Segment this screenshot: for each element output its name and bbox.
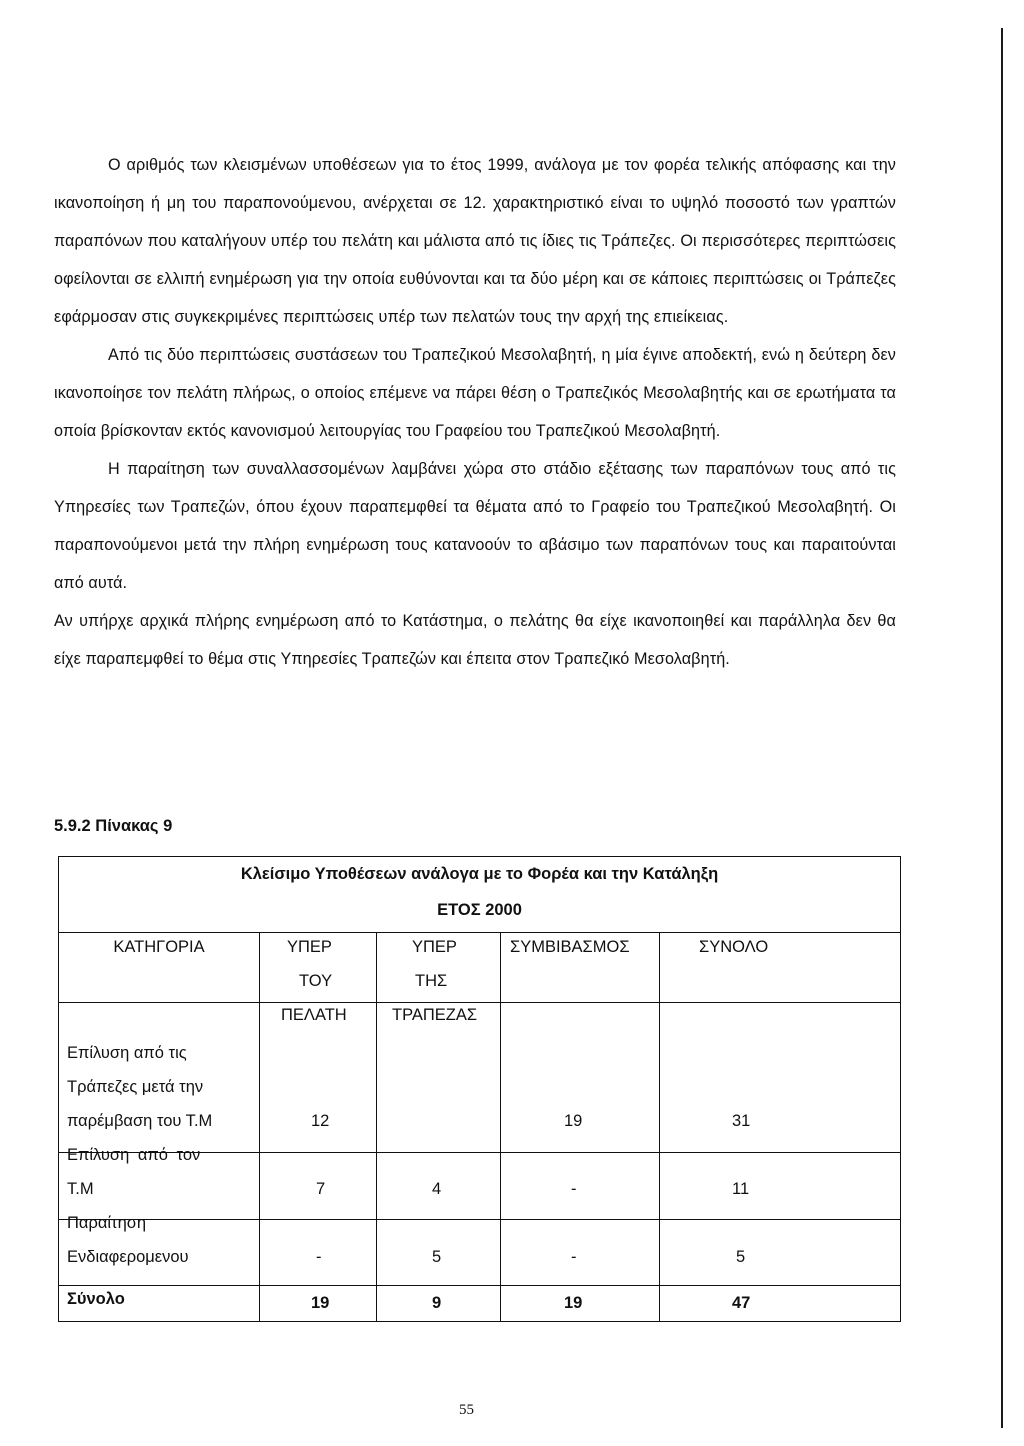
column-divider bbox=[659, 932, 660, 1321]
total-settlement: 19 bbox=[564, 1294, 583, 1312]
row2-label-line2: Τ.Μ bbox=[67, 1180, 94, 1198]
paragraph-1: Ο αριθμός των κλεισμένων υποθέσεων για το έτος 1999, ανάλογα με τον φορέα τελικής απόφασης και την ικανοποίηση ή μη του παραπονούμενου, ανέρχεται σε 12. χαρακτηριστικό είναι το υψηλό ποσοστό των γραπτών παραπόνων που καταλήγουν υπέρ του πελάτη και μάλιστα από τις ίδιες τις Τράπεζες. Οι περισσότερες περιπτώσεις οφείλονται σε ελλιπή ενημέρωση για την οποία ευθύνονται και τα δύο μέρη και σε κάποιες περιπτώσεις οι Τράπεζες εφάρμοσαν στις συγκεκριμένες περιπτώσεις υπέρ των πελατών τους την αρχή της επιείκειας. bbox=[54, 156, 896, 326]
paragraph-3: Η παραίτηση των συναλλασσομένων λαμβάνει χώρα στο στάδιο εξέτασης των παραπόνων τους από τις Υπηρεσίες των Τραπεζών, όπου έχουν παραπεμφθεί τα θέματα από το Γραφείο του Τραπεζικού Μεσολαβητή. Οι παραπονούμενοι μετά την πλήρη ενημέρωση τους κατανοούν το αβάσιμο των παραπόνων τους και παραιτούνται από αυτά. bbox=[54, 460, 896, 592]
column-divider bbox=[259, 932, 260, 1321]
cases-table bbox=[58, 856, 901, 1322]
header-bank-line1: ΥΠΕΡ bbox=[412, 938, 457, 956]
row3-total: 5 bbox=[736, 1248, 746, 1266]
total-client: 19 bbox=[311, 1294, 330, 1312]
header-bank-line2: ΤΗΣ bbox=[415, 972, 448, 990]
row1-label-line1: Επίλυση από τις bbox=[67, 1044, 187, 1062]
row1-client: 12 bbox=[311, 1112, 330, 1130]
row3-label-line2: Ενδιαφερομενου bbox=[67, 1248, 189, 1266]
row3-settlement: - bbox=[571, 1248, 577, 1266]
row1-total: 31 bbox=[732, 1112, 751, 1130]
header-client-line3: ΠΕΛΑΤΗ bbox=[281, 1006, 347, 1024]
column-divider bbox=[376, 932, 377, 1321]
column-divider bbox=[500, 932, 501, 1321]
header-category: ΚΑΤΗΓΟΡΙΑ bbox=[113, 938, 205, 956]
header-settlement: ΣΥΜΒΙΒΑΣΜΟΣ bbox=[510, 938, 630, 956]
body-text bbox=[54, 146, 896, 678]
row1-label-line3: παρέμβαση του Τ.Μ bbox=[67, 1112, 213, 1130]
row2-label-line1: Επίλυση από τον bbox=[67, 1146, 201, 1164]
table-subtitle: ΕΤΟΣ 2000 bbox=[437, 901, 522, 919]
row2-settlement: - bbox=[571, 1180, 577, 1198]
row2-bank: 4 bbox=[432, 1180, 442, 1198]
header-client-line2: ΤΟΥ bbox=[299, 972, 333, 990]
total-total: 47 bbox=[732, 1294, 751, 1312]
page-edge-line bbox=[1001, 28, 1003, 1428]
total-label: Σύνολο bbox=[67, 1290, 125, 1308]
row3-client: - bbox=[316, 1248, 322, 1266]
page-number: 55 bbox=[459, 1402, 474, 1418]
row3-label-line1: Παραίτηση bbox=[67, 1214, 147, 1232]
row1-label-line2: Τράπεζες μετά την bbox=[67, 1078, 204, 1096]
header-total: ΣΥΝΟΛΟ bbox=[699, 938, 769, 956]
row1-settlement: 19 bbox=[564, 1112, 583, 1130]
row2-total: 11 bbox=[732, 1180, 750, 1198]
header-client-line1: ΥΠΕΡ bbox=[287, 938, 332, 956]
paragraph-2: Από τις δύο περιπτώσεις συστάσεων του Τραπεζικού Μεσολαβητή, η μία έγινε αποδεκτή, ενώ η δεύτερη δεν ικανοποίησε τον πελάτη πλήρως, ο οποίος επέμενε να πάρει θέση ο Τραπεζικός Μεσολαβητής και σε ερωτήματα τα οποία βρίσκονταν εκτός κανονισμού λειτουργίας του Γραφείου του Τραπεζικού Μεσολαβητή. bbox=[54, 346, 896, 440]
row-divider bbox=[59, 1285, 900, 1286]
section-heading: 5.9.2 Πίνακας 9 bbox=[54, 817, 173, 835]
row-divider bbox=[59, 1219, 900, 1220]
total-bank: 9 bbox=[432, 1294, 442, 1312]
table-title-row bbox=[59, 857, 900, 933]
header-bank-line3: ΤΡΑΠΕΖΑΣ bbox=[392, 1006, 478, 1024]
table-title: Κλείσιμο Υποθέσεων ανάλογα με το Φορέα και την Κατάληξη bbox=[240, 865, 719, 883]
row3-bank: 5 bbox=[432, 1248, 442, 1266]
row-divider bbox=[59, 1002, 900, 1003]
row2-client: 7 bbox=[316, 1180, 326, 1198]
paragraph-4: Αν υπήρχε αρχικά πλήρης ενημέρωση από το Κατάστημα, ο πελάτης θα είχε ικανοποιηθεί και παράλληλα δεν θα είχε παραπεμφθεί το θέμα στις Υπηρεσίες Τραπεζών και έπειτα στον Τραπεζικό Μεσολαβητή. bbox=[54, 612, 896, 668]
